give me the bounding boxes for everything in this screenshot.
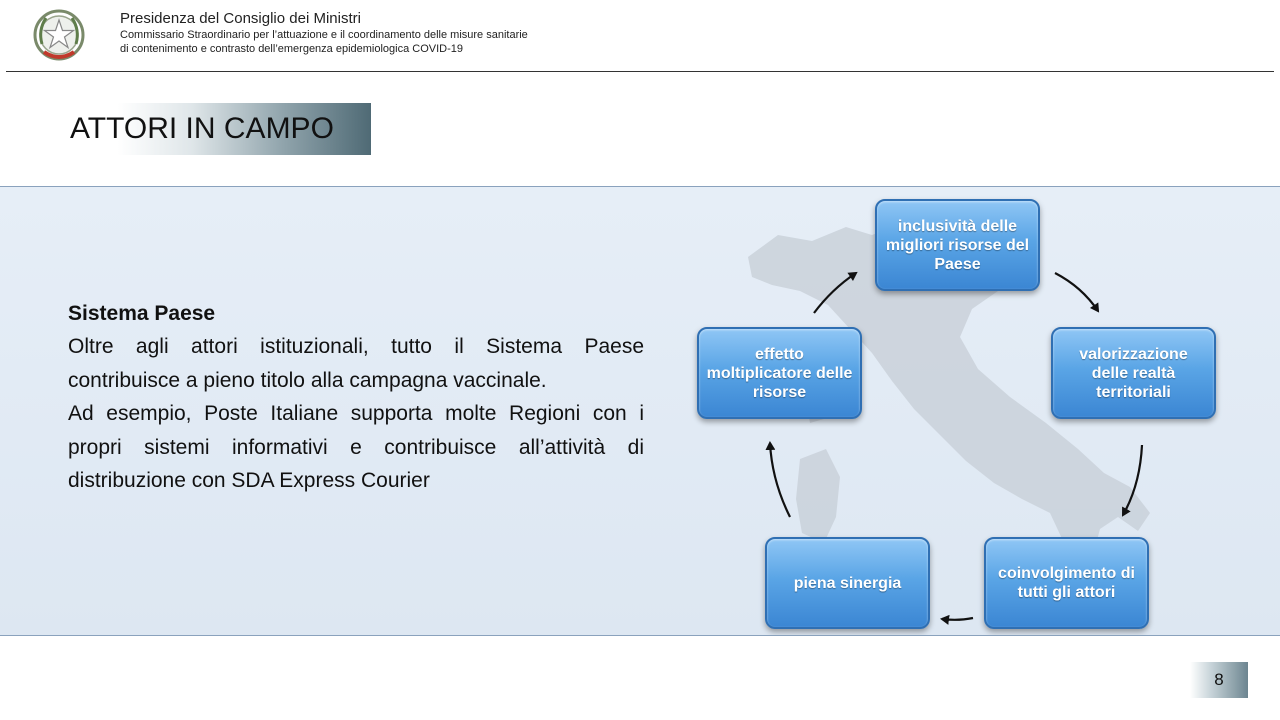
diagram-node-valorizzazione: valorizzazione delle realtà territoriali: [1051, 327, 1216, 419]
content-panel: [0, 186, 1280, 636]
org-subtitle-line2: di contenimento e contrasto dell’emergenza epidemiologica COVID-19: [120, 43, 464, 55]
content-paragraph-1: Oltre agli attori istituzionali, tutto il Sistema Paese contribuisce a pieno titolo alla campagna vaccinale.: [68, 335, 644, 392]
diagram-node-inclusivita: inclusività delle migliori risorse del Paese: [875, 199, 1040, 291]
content-paragraph-2: Ad esempio, Poste Italiane supporta molte Regioni con i propri sistemi informativi e contribuisce all’attività di distribuzione con SDA Express Courier: [68, 402, 644, 492]
text-block: [68, 297, 644, 498]
diagram-node-coinvolgimento: coinvolgimento di tutti gli attori: [984, 537, 1149, 629]
emblem-icon: [30, 6, 88, 66]
content-heading: Sistema Paese: [68, 302, 216, 325]
arrow-1-to-2: [1055, 273, 1098, 311]
diagram-node-piena-sinergia: piena sinergia: [765, 537, 930, 629]
page-number: 8: [1190, 662, 1248, 698]
org-title: Presidenza del Consiglio dei Ministri: [120, 10, 361, 27]
arrow-4-to-5: [770, 443, 790, 517]
arrow-3-to-4: [942, 618, 973, 620]
header-divider: [6, 71, 1274, 72]
header-text: [120, 10, 528, 56]
section-title: ATTORI IN CAMPO: [62, 103, 371, 155]
org-subtitle-line1: Commissario Straordinario per l’attuazione e il coordinamento delle misure sanitarie: [120, 29, 528, 41]
diagram-node-effetto-moltiplicatore: effetto moltiplicatore delle risorse: [697, 327, 862, 419]
